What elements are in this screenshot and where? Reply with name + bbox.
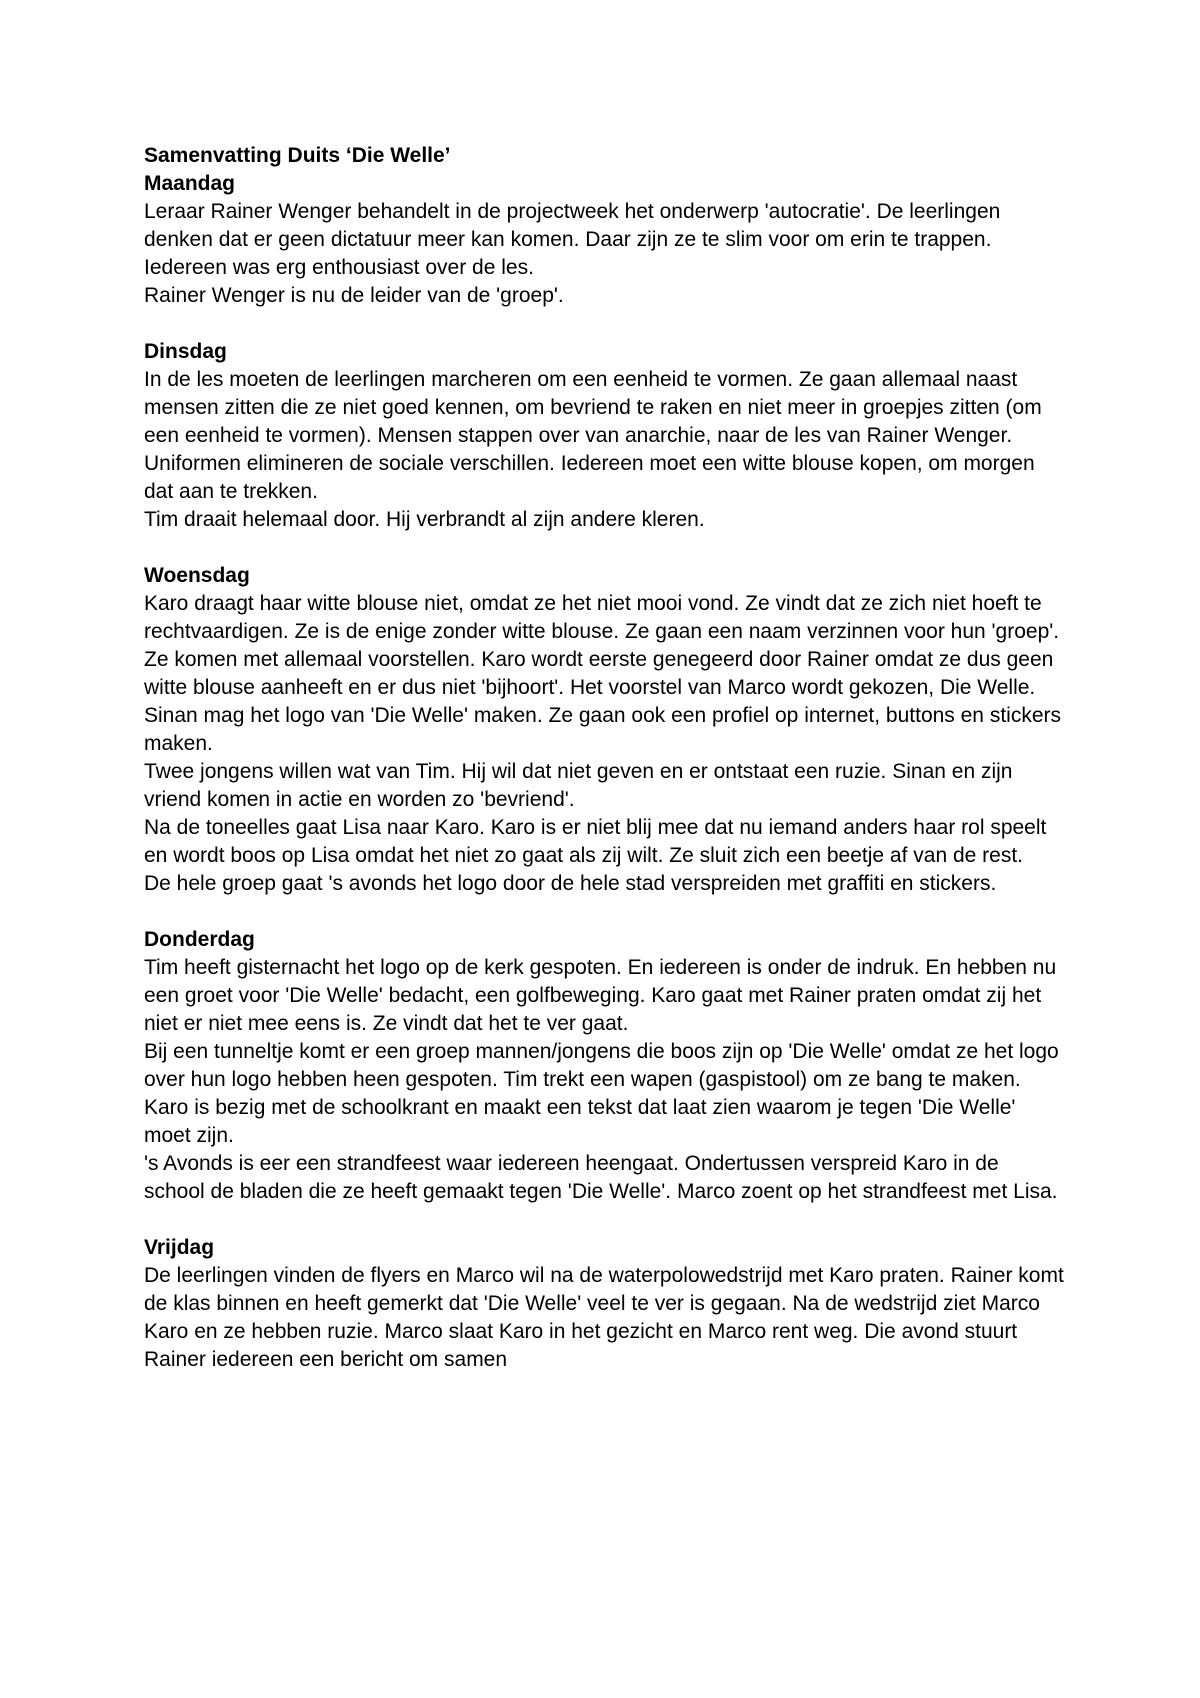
- section-dinsdag: [144, 338, 1064, 534]
- section-heading: Maandag: [144, 172, 236, 195]
- paragraph: De hele groep gaat 's avonds het logo door de hele stad verspreiden met graffiti en stickers.: [144, 872, 997, 895]
- paragraph: Tim draait helemaal door. Hij verbrandt al zijn andere kleren.: [144, 508, 705, 531]
- paragraph: 's Avonds is eer een strandfeest waar iedereen heengaat. Ondertussen verspreid Karo in de school de bladen die ze heeft gemaakt tegen 'Die Welle'. Marco zoent op het strandfeest met Lisa.: [144, 1152, 1058, 1203]
- paragraph: Bij een tunneltje komt er een groep mannen/jongens die boos zijn op 'Die Welle' omdat ze het logo over hun logo hebben heen gespoten. Tim trekt een wapen (gaspistool) om ze bang te maken.: [144, 1040, 1059, 1091]
- section-donderdag: [144, 926, 1064, 1206]
- paragraph: Leraar Rainer Wenger behandelt in de projectweek het onderwerp 'autocratie'. De leerlingen denken dat er geen dictatuur meer kan komen. Daar zijn ze te slim voor om erin te trappen. Iedereen was erg enthousiast over de les.: [144, 200, 1001, 279]
- paragraph: Tim heeft gisternacht het logo op de kerk gespoten. En iedereen is onder de indruk. En hebben nu een groet voor 'Die Welle' bedacht, een golfbeweging. Karo gaat met Rainer praten omdat zij het niet er niet mee eens is. Ze vindt dat het te ver gaat.: [144, 956, 1057, 1035]
- section-heading: Donderdag: [144, 928, 255, 951]
- paragraph: Karo draagt haar witte blouse niet, omdat ze het niet mooi vond. Ze vindt dat ze zich niet hoeft te rechtvaardigen. Ze is de enige zonder witte blouse. Ze gaan een naam verzinnen voor hun 'groep'. Ze komen met allemaal voorstellen. Karo wordt eerste genegeerd door Rainer omdat ze dus geen witte blouse aanheeft en er dus niet 'bijhoort'. Het voorstel van Marco wordt gekozen, Die Welle.: [144, 592, 1060, 699]
- paragraph: Uniformen elimineren de sociale verschillen. Iedereen moet een witte blouse kopen, om morgen dat aan te trekken.: [144, 452, 1035, 503]
- section-maandag: [144, 170, 1064, 310]
- paragraph: De leerlingen vinden de flyers en Marco wil na de waterpolowedstrijd met Karo praten. Rainer komt de klas binnen en heeft gemerkt dat 'Die Welle' veel te ver is gegaan. Na de wedstrijd ziet Marco Karo en ze hebben ruzie. Marco slaat Karo in het gezicht en Marco rent weg. Die avond stuurt Rainer iedereen een bericht om samen: [144, 1264, 1064, 1371]
- section-woensdag: [144, 562, 1064, 898]
- section-vrijdag: [144, 1234, 1064, 1374]
- paragraph: Na de toneelles gaat Lisa naar Karo. Karo is er niet blij mee dat nu iemand anders haar rol speelt en wordt boos op Lisa omdat het niet zo gaat als zij wilt. Ze sluit zich een beetje af van de rest.: [144, 816, 1047, 867]
- section-heading: Woensdag: [144, 564, 250, 587]
- paragraph: Twee jongens willen wat van Tim. Hij wil dat niet geven en er ontstaat een ruzie. Sinan en zijn vriend komen in actie en worden zo 'bevriend'.: [144, 760, 1013, 811]
- paragraph: In de les moeten de leerlingen marcheren om een eenheid te vormen. Ze gaan allemaal naast mensen zitten die ze niet goed kennen, om bevriend te raken en niet meer in groepjes zitten (om een eenheid te vormen). Mensen stappen over van anarchie, naar de les van Rainer Wenger.: [144, 368, 1042, 447]
- section-heading: Dinsdag: [144, 340, 227, 363]
- document-page: [144, 142, 1064, 1402]
- paragraph: Sinan mag het logo van 'Die Welle' maken. Ze gaan ook een profiel op internet, buttons en stickers maken.: [144, 704, 1061, 755]
- paragraph: Rainer Wenger is nu de leider van de 'groep'.: [144, 284, 564, 307]
- section-heading: Vrijdag: [144, 1236, 215, 1259]
- paragraph: Karo is bezig met de schoolkrant en maakt een tekst dat laat zien waarom je tegen 'Die Welle' moet zijn.: [144, 1096, 1016, 1147]
- document-title: Samenvatting Duits ‘Die Welle’: [144, 144, 451, 167]
